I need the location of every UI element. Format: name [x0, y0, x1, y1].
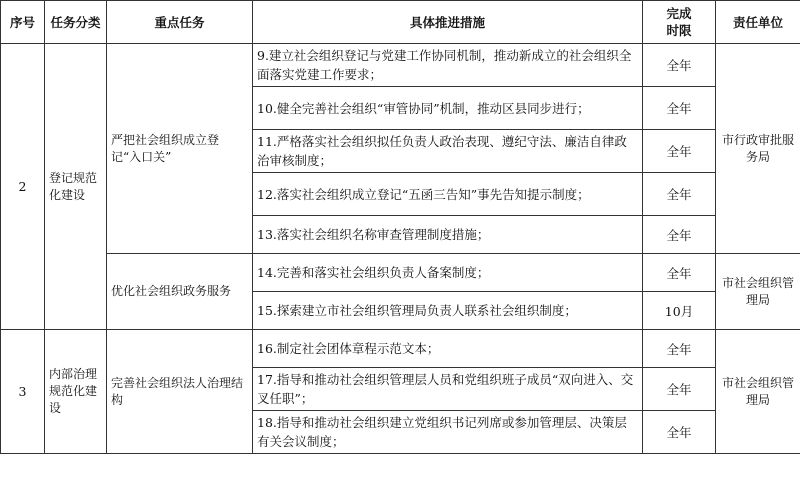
measure-cell: 10.健全完善社会组织“审管协同”机制，推动区县同步进行；: [253, 87, 643, 130]
measure-cell: 9.建立社会组织登记与党建工作协同机制，推动新成立的社会组织全面落实党建工作要求；: [253, 44, 643, 87]
measure-cell: 17.指导和推动社会组织管理层人员和党组织班子成员“双向进入、交叉任职”；: [253, 368, 643, 411]
deadline-cell: 全年: [643, 254, 716, 292]
deadline-cell: 全年: [643, 44, 716, 87]
deadline-cell: 全年: [643, 216, 716, 254]
seq-cell: 3: [1, 330, 45, 454]
category-cell: 登记规范化建设: [45, 44, 107, 330]
deadline-cell: 全年: [643, 411, 716, 454]
deadline-cell: 全年: [643, 330, 716, 368]
measure-cell: 15.探索建立市社会组织管理局负责人联系社会组织制度；: [253, 292, 643, 330]
key-task-cell: 严把社会组织成立登记“入口关”: [107, 44, 253, 254]
deadline-cell: 全年: [643, 368, 716, 411]
measure-cell: 14.完善和落实社会组织负责人备案制度；: [253, 254, 643, 292]
deadline-cell: 全年: [643, 87, 716, 130]
header-deadline: 完成 时限: [643, 1, 716, 44]
category-cell: 内部治理规范化建设: [45, 330, 107, 454]
table-row: [1, 330, 800, 368]
seq-cell: 2: [1, 44, 45, 330]
measure-cell: 11.严格落实社会组织拟任负责人政治表现、遵纪守法、廉洁自律政治审核制度；: [253, 130, 643, 173]
measure-cell: 13.落实社会组织名称审查管理制度措施；: [253, 216, 643, 254]
unit-cell: 市社会组织管理局: [716, 254, 800, 330]
header-unit: 责任单位: [716, 1, 800, 44]
header-key-task: 重点任务: [107, 1, 253, 44]
deadline-cell: 全年: [643, 130, 716, 173]
unit-cell: 市行政审批服务局: [716, 44, 800, 254]
table-row: [1, 44, 800, 87]
key-task-cell: 完善社会组织法人治理结构: [107, 330, 253, 454]
key-task-cell: 优化社会组织政务服务: [107, 254, 253, 330]
table-row: [1, 254, 800, 292]
unit-cell: 市社会组织管理局: [716, 330, 800, 454]
deadline-cell: 全年: [643, 173, 716, 216]
header-measures: 具体推进措施: [253, 1, 643, 44]
measure-cell: 16.制定社会团体章程示范文本；: [253, 330, 643, 368]
deadline-cell: 10月: [643, 292, 716, 330]
measure-cell: 12.落实社会组织成立登记“五函三告知”事先告知提示制度；: [253, 173, 643, 216]
header-category: 任务分类: [45, 1, 107, 44]
measure-cell: 18.指导和推动社会组织建立党组织书记列席或参加管理层、决策层有关会议制度；: [253, 411, 643, 454]
header-seq: 序号: [1, 1, 45, 44]
header-row: [1, 1, 800, 44]
